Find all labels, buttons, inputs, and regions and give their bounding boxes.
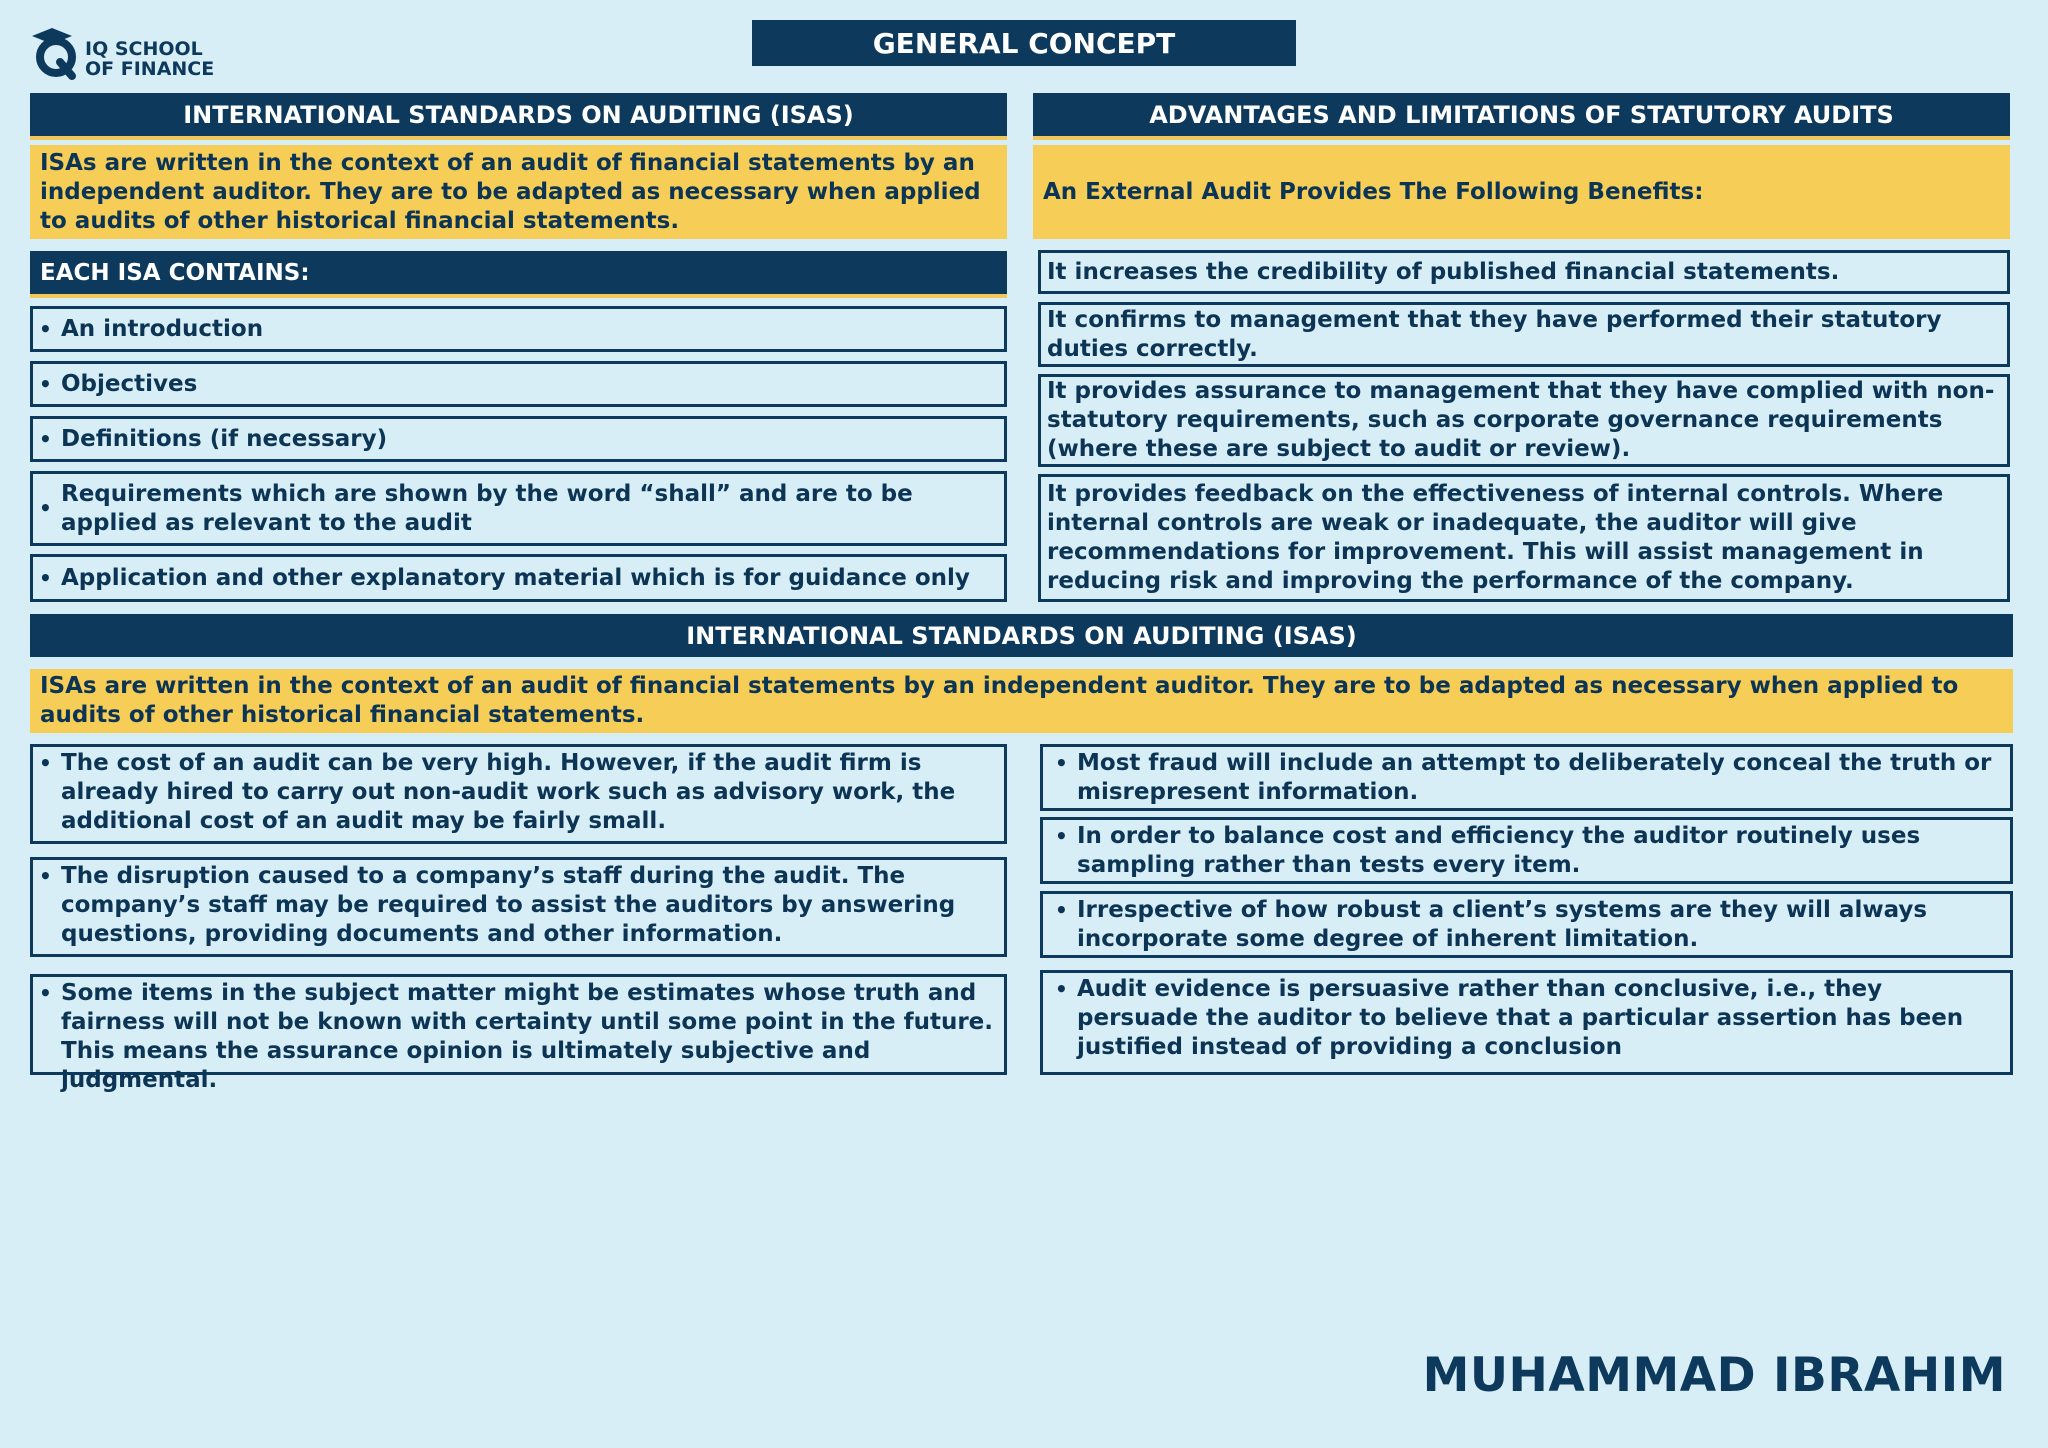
bullet-icon: •: [1055, 977, 1068, 1001]
right-panel-intro: An External Audit Provides The Following Benefits:: [1033, 145, 2010, 239]
isa-item-text: An introduction: [61, 315, 264, 342]
benefit-non-statutory-assurance: It provides assurance to management that they have complied with non-statutory requirements, such as corporate governance requirements (where these are subject to audit or review).: [1038, 374, 2010, 467]
isa-item-application: [30, 554, 1007, 602]
limitation-item: [1040, 891, 2013, 958]
left-panel-intro: ISAs are written in the context of an audit of financial statements by an independent auditor. They are to be adapted as necessary when applied to audits of other historical financial statements.: [30, 145, 1007, 239]
bullet-icon: •: [39, 426, 52, 451]
advantage-item: [30, 744, 1007, 844]
left-panel-title: INTERNATIONAL STANDARDS ON AUDITING (ISAS): [30, 93, 1007, 136]
bullet-icon: •: [1055, 824, 1068, 848]
benefit-internal-controls: It provides feedback on the effectiveness of internal controls. Where internal controls are weak or inadequate, the auditor will give recommendations for improvement. This will assist management in reducing risk and improving the performance of the company.: [1038, 474, 2010, 602]
bullet-icon: •: [1055, 751, 1068, 775]
limitation-item: [1040, 817, 2013, 884]
isa-item-introduction: [30, 306, 1007, 352]
isa-item-text: Definitions (if necessary): [61, 425, 388, 452]
limitation-item-text: Irrespective of how robust a client’s systems are they will always incorporate some degree of inherent limitation.: [1077, 897, 1928, 952]
page-title: GENERAL CONCEPT: [752, 20, 1296, 66]
isa-item-text: Objectives: [61, 370, 198, 397]
bullet-icon: •: [39, 316, 52, 341]
advantage-item-text: The disruption caused to a company’s staff during the audit. The company’s staff may be required to assist the auditors by answering questions, providing documents and other information.: [61, 863, 956, 947]
bullet-icon: •: [39, 371, 52, 396]
bullet-icon: •: [39, 864, 52, 888]
bottom-panel-intro: ISAs are written in the context of an audit of financial statements by an independent auditor. They are to be adapted as necessary when applied to audits of other historical financial statements.: [30, 669, 2013, 733]
right-panel-title: ADVANTAGES AND LIMITATIONS OF STATUTORY AUDITS: [1033, 93, 2010, 136]
graduation-cap-logo-icon: [30, 24, 82, 80]
each-isa-contains-heading: EACH ISA CONTAINS:: [30, 251, 1007, 294]
bottom-panel-title: INTERNATIONAL STANDARDS ON AUDITING (ISAS): [30, 614, 2013, 657]
isa-item-objectives: [30, 361, 1007, 407]
benefit-statutory-duties: It confirms to management that they have performed their statutory duties correctly.: [1038, 302, 2010, 367]
bullet-icon: •: [39, 981, 52, 1005]
author-name: MUHAMMAD IBRAHIM: [1422, 1348, 2006, 1403]
logo-line-1: IQ SCHOOL: [85, 38, 203, 60]
advantage-item-text: The cost of an audit can be very high. However, if the audit firm is already hired to carry out non-audit work such as advisory work, the additional cost of an audit may be fairly small.: [61, 750, 956, 834]
benefit-credibility: It increases the credibility of published financial statements.: [1038, 250, 2010, 294]
isa-item-definitions: [30, 416, 1007, 462]
bullet-icon: •: [1055, 898, 1068, 922]
isa-item-text: Application and other explanatory material which is for guidance only: [61, 564, 970, 591]
isa-item-requirements: [30, 471, 1007, 546]
limitation-item-text: In order to balance cost and efficiency the auditor routinely uses sampling rather than tests every item.: [1077, 823, 1921, 878]
advantage-item: [30, 974, 1007, 1093]
limitation-item: [1040, 744, 2013, 811]
logo-line-2: OF FINANCE: [85, 58, 215, 80]
advantage-item-text: Some items in the subject matter might be estimates whose truth and fairness will not be known with certainty until some point in the future. This means the assurance opinion is ultimately subjective and judgmental.: [61, 980, 993, 1093]
advantage-item: [30, 857, 1007, 957]
bullet-icon: •: [39, 751, 52, 775]
logo: [30, 24, 215, 84]
bullet-icon: •: [39, 565, 52, 590]
limitation-item: [1040, 970, 2013, 1075]
isa-item-text: Requirements which are shown by the word “shall” and are to be applied as relevant to the audit: [61, 480, 913, 536]
limitation-item-text: Audit evidence is persuasive rather than conclusive, i.e., they persuade the auditor to believe that a particular assertion has been justified instead of providing a conclusion: [1077, 976, 1964, 1060]
limitation-item-text: Most fraud will include an attempt to deliberately conceal the truth or misrepresent information.: [1077, 750, 1992, 805]
bullet-icon: •: [39, 496, 52, 520]
